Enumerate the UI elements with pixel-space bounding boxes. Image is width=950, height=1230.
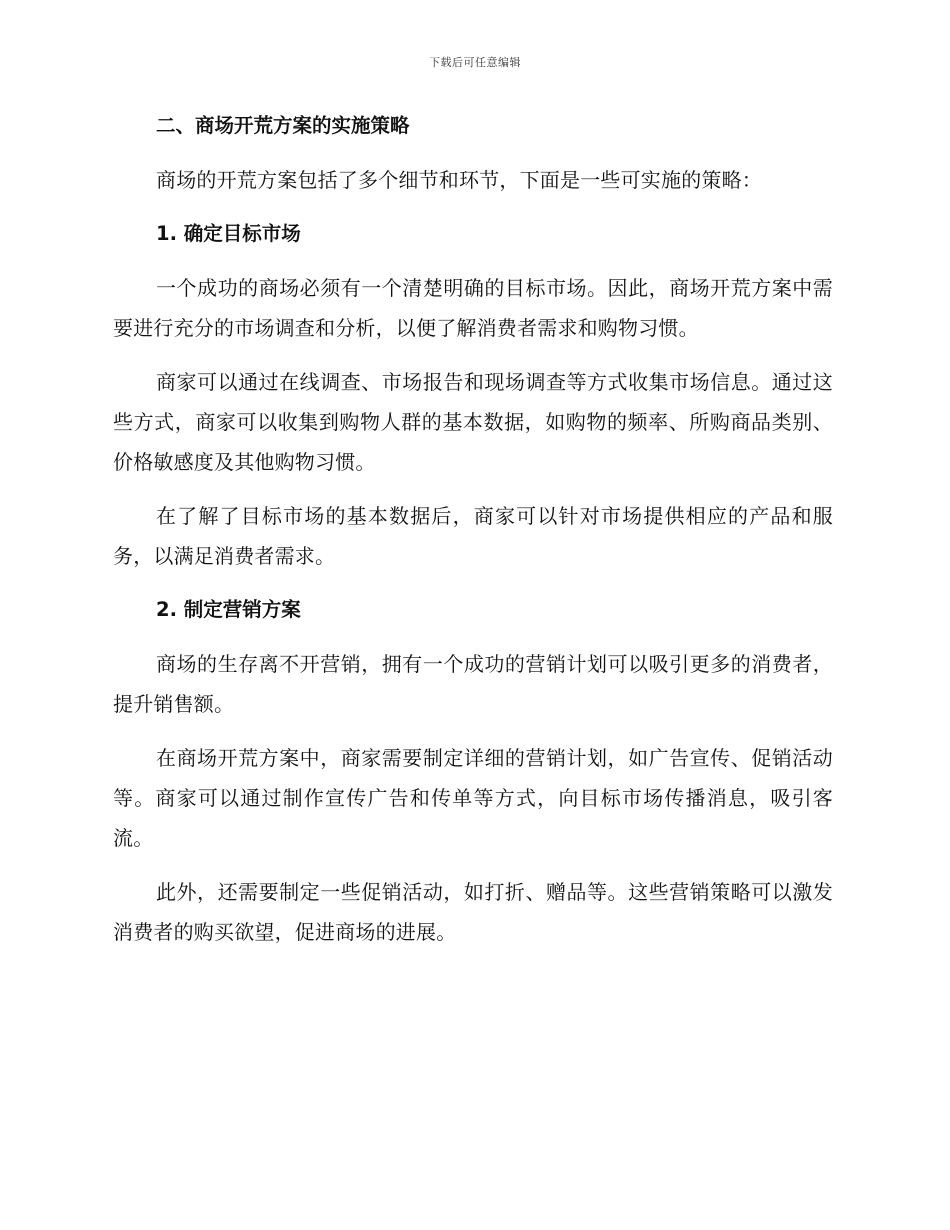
subsection-title-2: 2. 制定营销方案 bbox=[156, 598, 301, 621]
section-title: 二、商场开荒方案的实施策略 bbox=[156, 114, 410, 137]
page-header: 下载后可任意编辑 bbox=[429, 56, 521, 69]
paragraph: 此外，还需要制定一些促销活动，如打折、赠品等。这些营销策略可以激发消费者的购买欲望，促进商场的进展。 bbox=[113, 880, 833, 944]
intro-paragraph: 商场的开荒方案包括了多个细节和环节，下面是一些可实施的策略： bbox=[156, 168, 762, 192]
paragraph: 一个成功的商场必须有一个清楚明确的目标市场。因此，商场开荒方案中需要进行充分的市场调查和分析，以便了解消费者需求和购物习惯。 bbox=[113, 276, 833, 340]
paragraph: 在商场开荒方案中，商家需要制定详细的营销计划，如广告宣传、促销活动等。商家可以通过制作宣传广告和传单等方式，向目标市场传播消息，吸引客流。 bbox=[113, 746, 833, 850]
subsection-title-1: 1. 确定目标市场 bbox=[156, 222, 301, 245]
paragraph: 商场的生存离不开营销，拥有一个成功的营销计划可以吸引更多的消费者，提升销售额。 bbox=[113, 652, 833, 716]
paragraph: 商家可以通过在线调查、市场报告和现场调查等方式收集市场信息。通过这些方式，商家可以收集到购物人群的基本数据，如购物的频率、所购商品类别、价格敏感度及其他购物习惯。 bbox=[113, 370, 833, 474]
paragraph: 在了解了目标市场的基本数据后，商家可以针对市场提供相应的产品和服务，以满足消费者需求。 bbox=[113, 504, 833, 568]
document-body bbox=[113, 106, 833, 966]
